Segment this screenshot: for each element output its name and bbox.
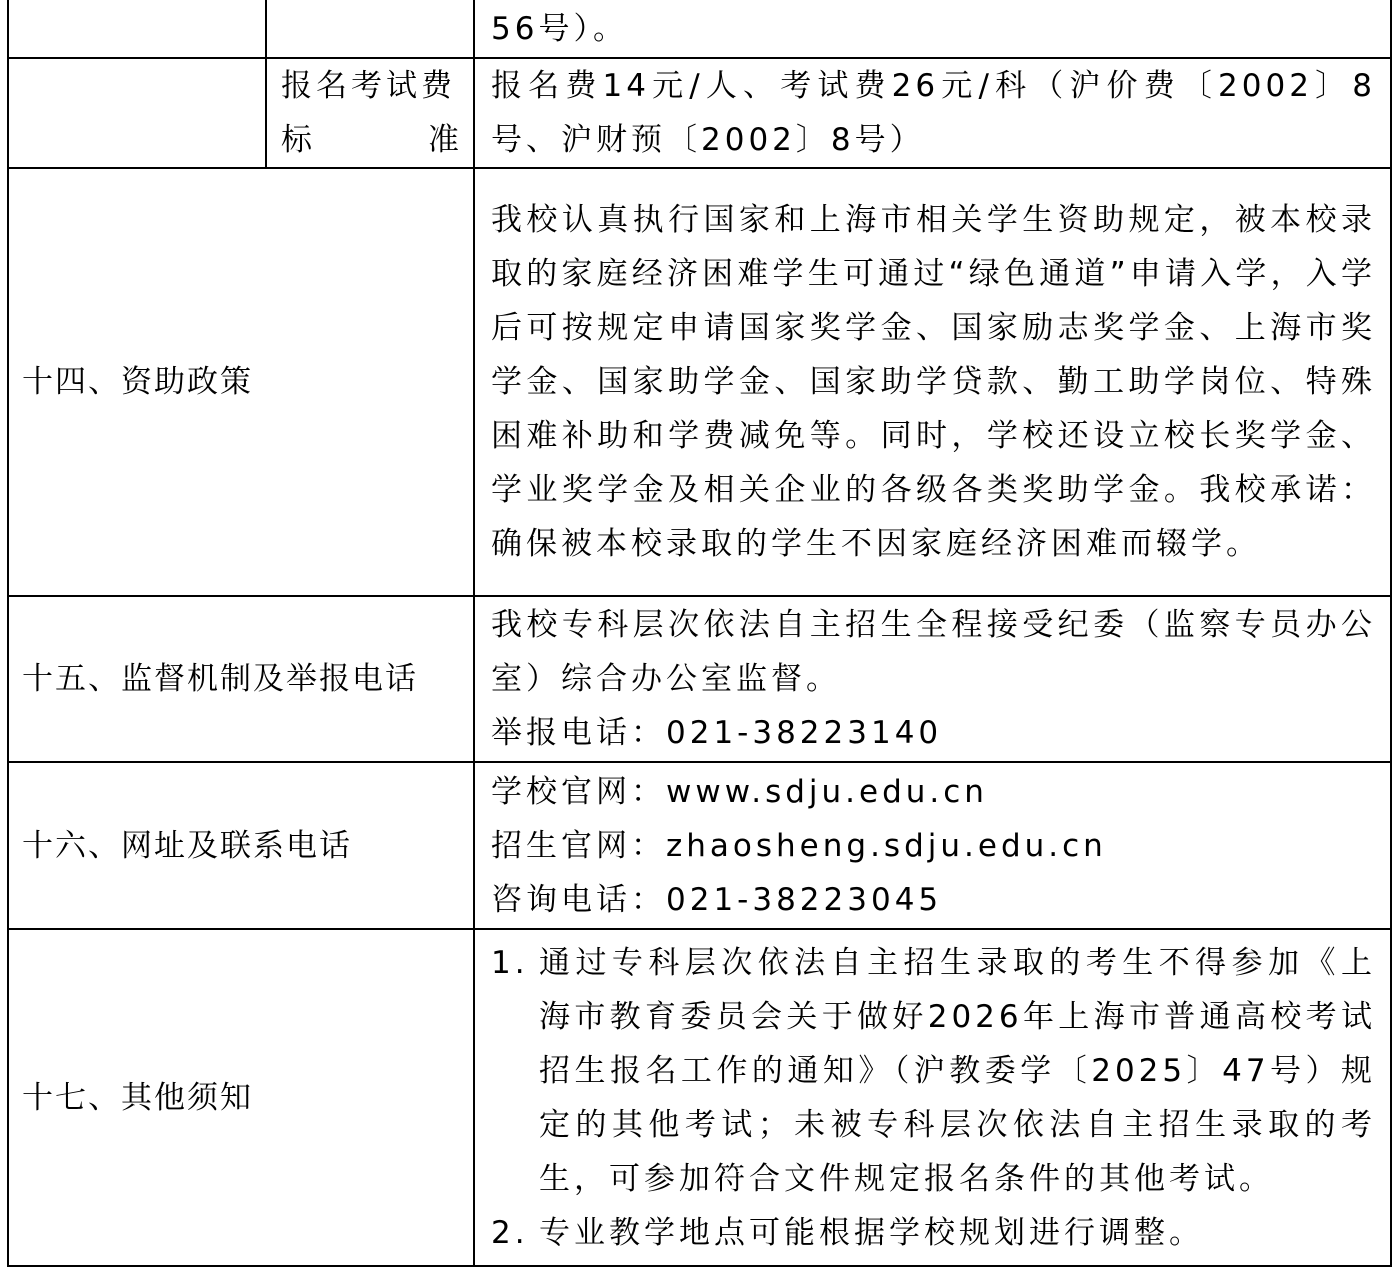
table-row	[8, 168, 1391, 596]
table-row	[8, 762, 1391, 929]
financial-aid-text: 我校认真执行国家和上海市相关学生资助规定，被本校录取的家庭经济困难学生可通过“绿色通道”申请入学，入学后可按规定申请国家奖学金、国家励志奖学金、上海市奖学金、国家助学金、国家助学贷款、勤工助学岗位、特殊困难补助和学费减免等。同时，学校还设立校长奖学金、学业奖学金及相关企业的各级各类奖助学金。我校承诺：确保被本校录取的学生不因家庭经济困难而辍学。	[474, 168, 1391, 596]
note-number: 1.	[491, 944, 529, 981]
admissions-info-table	[7, 0, 1392, 1267]
exam-fee-text: 报名费14元/人、考试费26元/科（沪价费〔2002〕8号、沪财预〔2002〕8号）	[474, 58, 1391, 168]
consult-phone-text: 咨询电话：021-38223045	[491, 881, 943, 918]
empty-sub-label-cell	[266, 0, 474, 58]
other-notes-content	[474, 929, 1391, 1266]
contact-content	[474, 762, 1391, 929]
other-notes-label: 十七、其他须知	[8, 929, 474, 1266]
admission-website-text: 招生官网：zhaosheng.sdju.edu.cn	[491, 827, 1107, 864]
table-row	[8, 596, 1391, 762]
note-text: 专业教学地点可能根据学校规划进行调整。	[539, 1214, 1204, 1251]
table-row	[8, 58, 1391, 168]
school-website-text: 学校官网：www.sdju.edu.cn	[491, 773, 988, 810]
supervision-text: 我校专科层次依法自主招生全程接受纪委（监察专员办公室）综合办公室监督。	[491, 607, 1376, 697]
table-row	[8, 0, 1391, 58]
fee-continuation-text: 56号）。	[474, 0, 1391, 58]
supervision-label: 十五、监督机制及举报电话	[8, 596, 474, 762]
note-item	[491, 936, 1376, 1206]
exam-fee-label	[266, 58, 474, 168]
empty-label-cell	[8, 0, 266, 58]
note-text: 通过专科层次依法自主招生录取的考生不得参加《上海市教育委员会关于做好2026年上海市普通高校考试招生报名工作的通知》（沪教委学〔2025〕47号）规定的其他考试；未被专科层次依法自主招生录取的考生，可参加符合文件规定报名条件的其他考试。	[539, 944, 1376, 1197]
empty-label-cell	[8, 58, 266, 168]
note-number: 2.	[491, 1214, 529, 1251]
exam-fee-label-line2: 标 准	[281, 122, 459, 158]
supervision-content	[474, 596, 1391, 762]
contact-label: 十六、网址及联系电话	[8, 762, 474, 929]
financial-aid-label: 十四、资助政策	[8, 168, 474, 596]
exam-fee-label-line1: 报名考试费	[281, 68, 456, 104]
note-item	[491, 1206, 1376, 1260]
table-row	[8, 929, 1391, 1266]
hotline-text: 举报电话：021-38223140	[491, 715, 943, 751]
